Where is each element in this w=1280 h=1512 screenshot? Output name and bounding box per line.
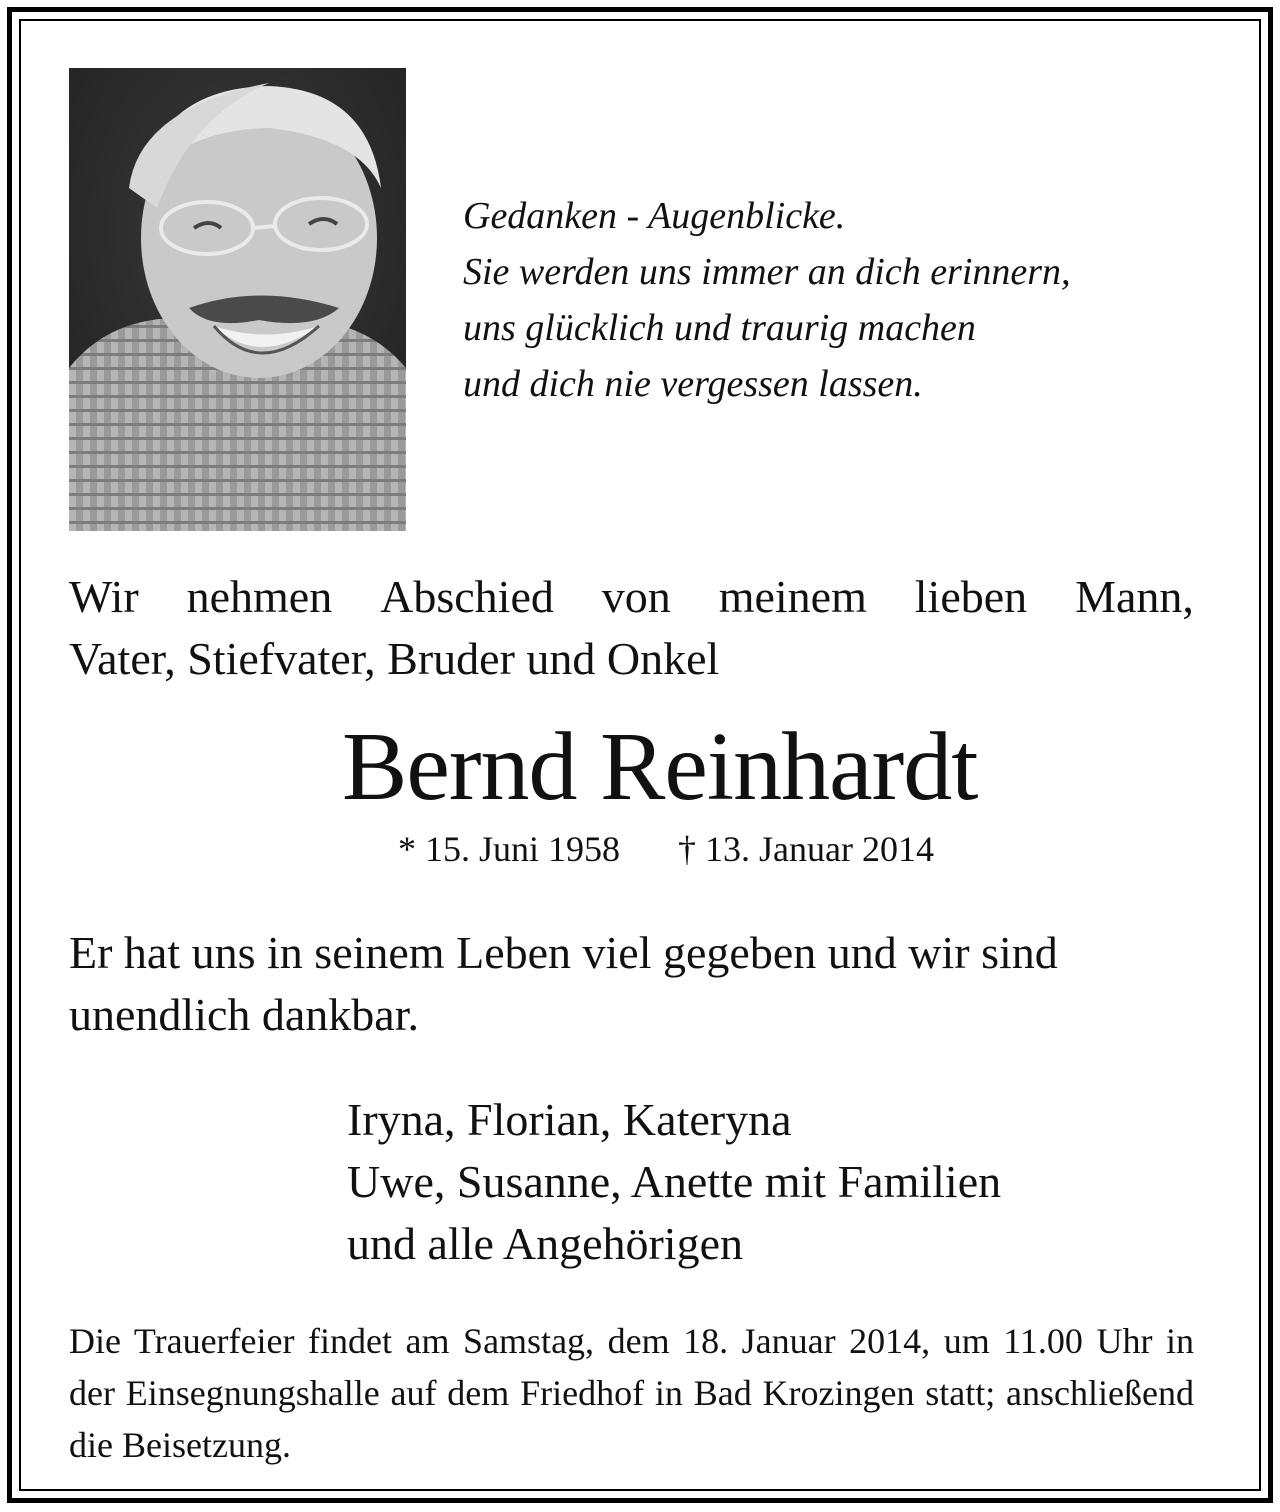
deceased-name: Bernd Reinhardt	[342, 713, 978, 821]
poem-line: uns glücklich und traurig machen	[463, 307, 976, 349]
poem-line: Gedanken - Augenblicke.	[463, 195, 846, 237]
life-dates	[398, 827, 934, 871]
gratitude-line-1: Er hat uns in seinem Leben viel gegeben und wir sind	[69, 927, 1058, 978]
intro-line-1	[69, 566, 1194, 628]
gratitude-line-2: unendlich dankbar.	[69, 989, 420, 1040]
farewell-intro	[69, 566, 1194, 690]
intro-word: von	[601, 571, 671, 622]
funeral-service-info: Die Trauerfeier findet am Samstag, dem 18. Januar 2014, um 11.00 Uhr in der Einsegnungshalle auf dem Friedhof in Bad Krozingen statt; anschließend die Beisetzung.	[69, 1321, 1194, 1465]
intro-line-2: Vater, Stiefvater, Bruder und Onkel	[69, 633, 720, 684]
mourner-line: Uwe, Susanne, Anette mit Familien	[347, 1156, 1002, 1207]
poem-line: Sie werden uns immer an dich erinnern,	[463, 251, 1071, 293]
intro-word: nehmen	[186, 571, 333, 622]
intro-word: Abschied	[380, 571, 554, 622]
mourner-line: Iryna, Florian, Kateryna	[347, 1094, 792, 1145]
portrait-photo	[69, 68, 406, 531]
gratitude-text	[69, 922, 1194, 1046]
birth-date: * 15. Juni 1958	[398, 829, 621, 869]
intro-word: meinem	[718, 571, 867, 622]
intro-word: lieben	[914, 571, 1028, 622]
death-date: † 13. Januar 2014	[678, 829, 934, 869]
mourner-line: und alle Angehörigen	[347, 1218, 744, 1269]
poem-line: und dich nie vergessen lassen.	[463, 363, 923, 405]
intro-word: Wir	[69, 571, 139, 622]
intro-word: Mann,	[1075, 571, 1194, 622]
mourners-list	[347, 1089, 1001, 1275]
memorial-poem	[463, 188, 1223, 412]
